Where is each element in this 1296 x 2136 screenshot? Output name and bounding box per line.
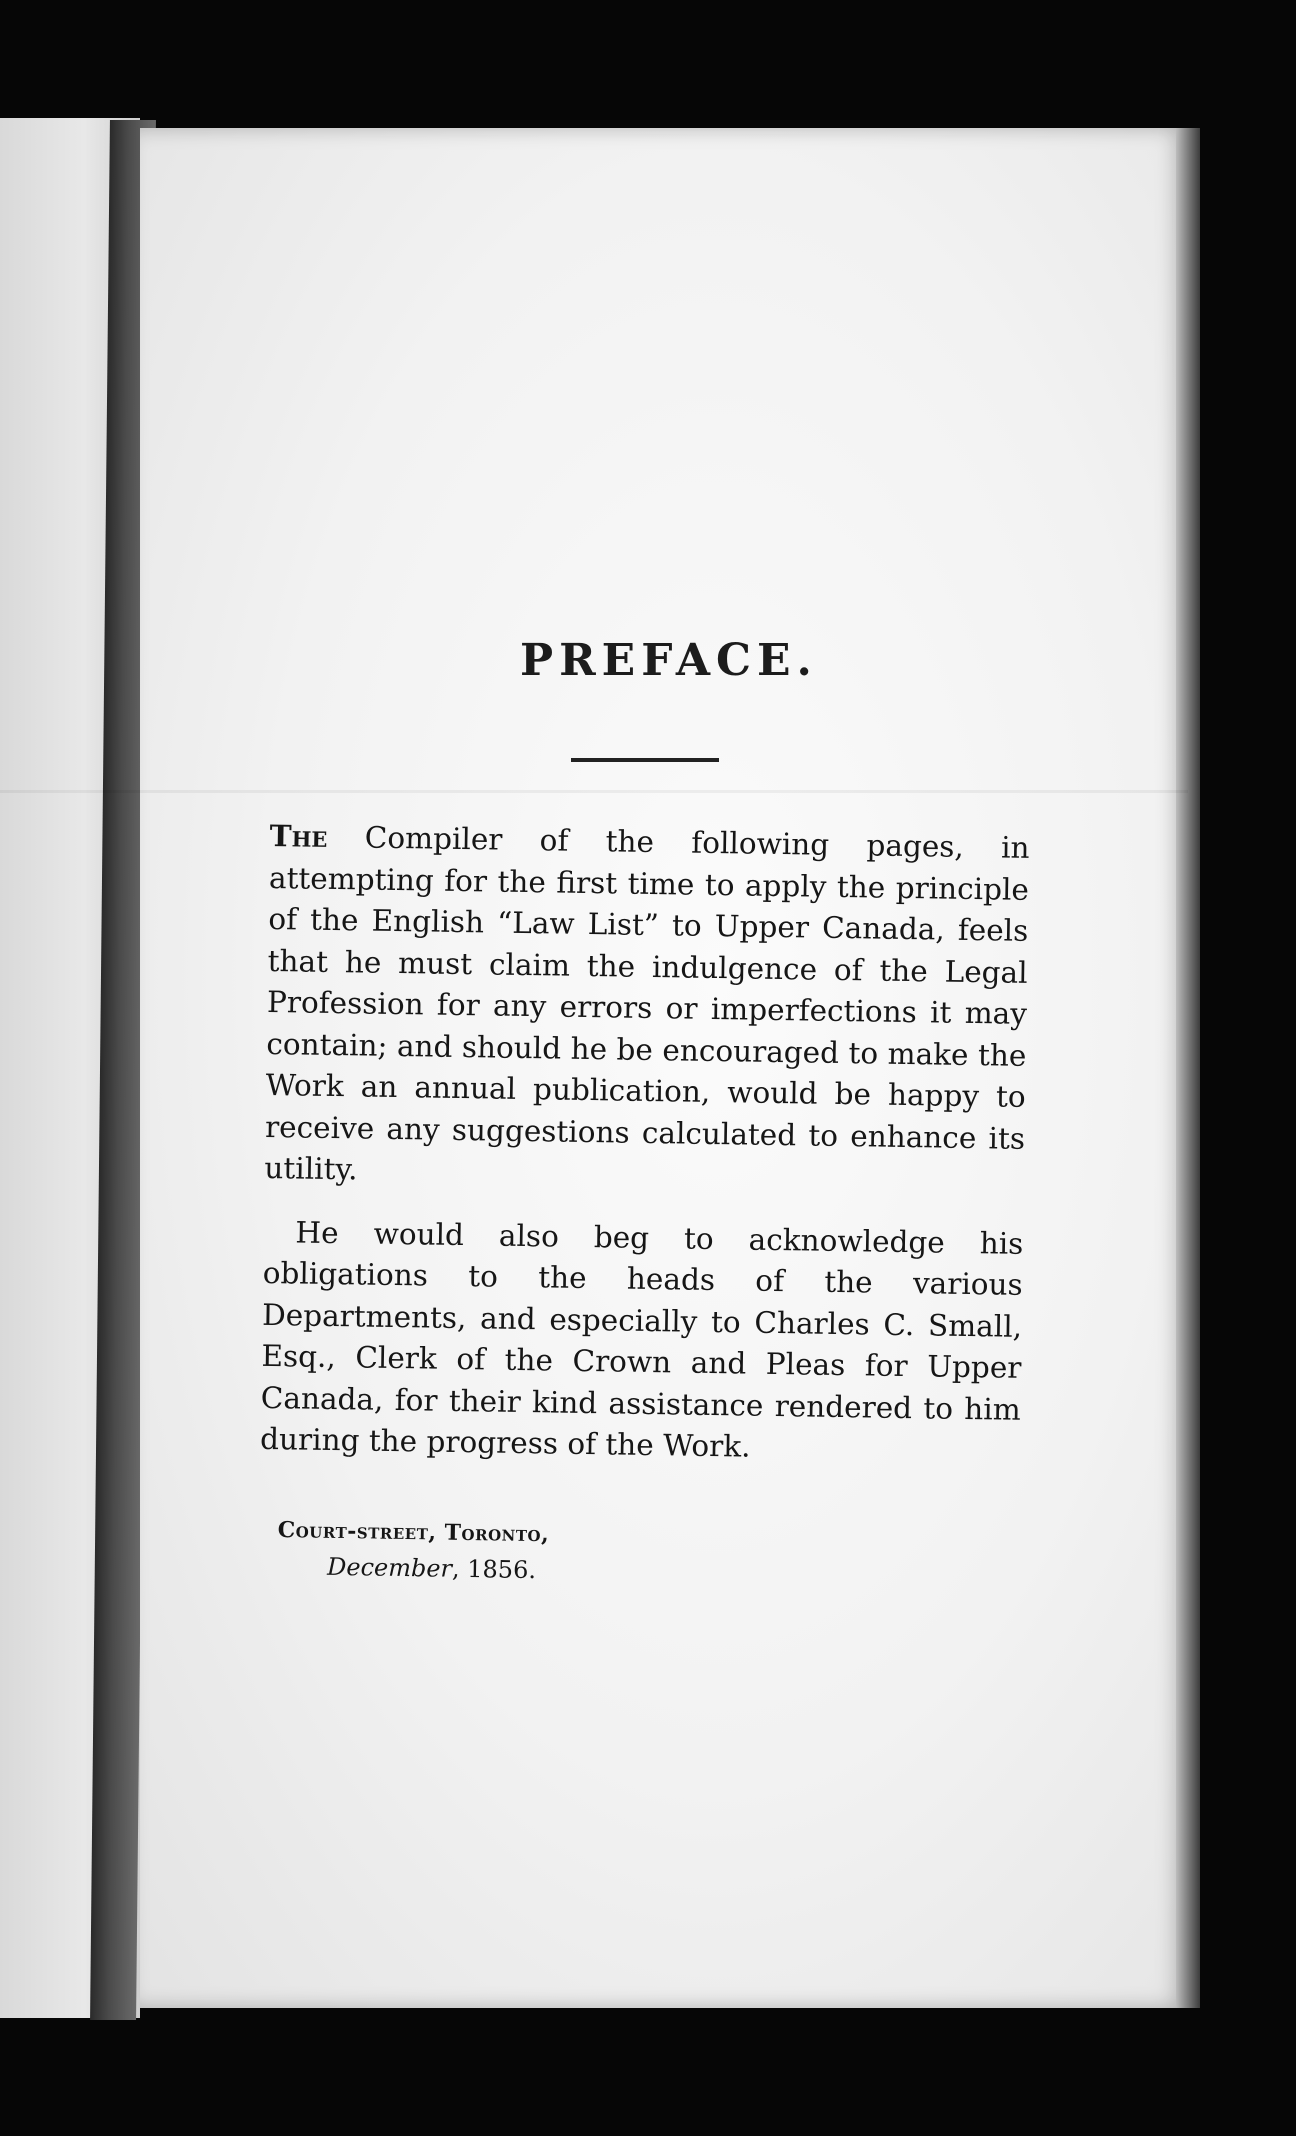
signature-block [277, 1512, 698, 1591]
preface-body [260, 815, 1030, 1494]
paragraph-1-text: Compiler of the following pages, in attempting for the first time to apply the principle of the English “Law List” to Upper Canada, feels that he must claim the indulgence of the Legal Profession for any errors or imperfections it may contain; and should he be encouraged to make the Work an annual publication, would be happy to receive any suggestions calculated to enhance its utility. [264, 820, 1030, 1187]
page-title: PREFACE. [520, 635, 818, 686]
paragraph-2: He would also beg to acknowledge his obligations to the heads of the various Departments, and especially to Charles C. Small, Esq., Clerk of the Crown and Pleas for Upper Canada, for their kind assistance rendered to him during the progress of the Work. [259, 1214, 1024, 1464]
title-rule [571, 758, 719, 762]
paragraph-1 [264, 815, 1030, 1201]
page-shadow-edge [1176, 128, 1200, 2008]
page-crease [0, 790, 1188, 793]
paragraph-1-lead-word: The [269, 817, 328, 854]
signature-place: Court-street, Toronto, [277, 1516, 550, 1548]
signature-date [277, 1548, 698, 1591]
signature-month: December [326, 1552, 453, 1583]
signature-year: , 1856. [451, 1554, 537, 1585]
